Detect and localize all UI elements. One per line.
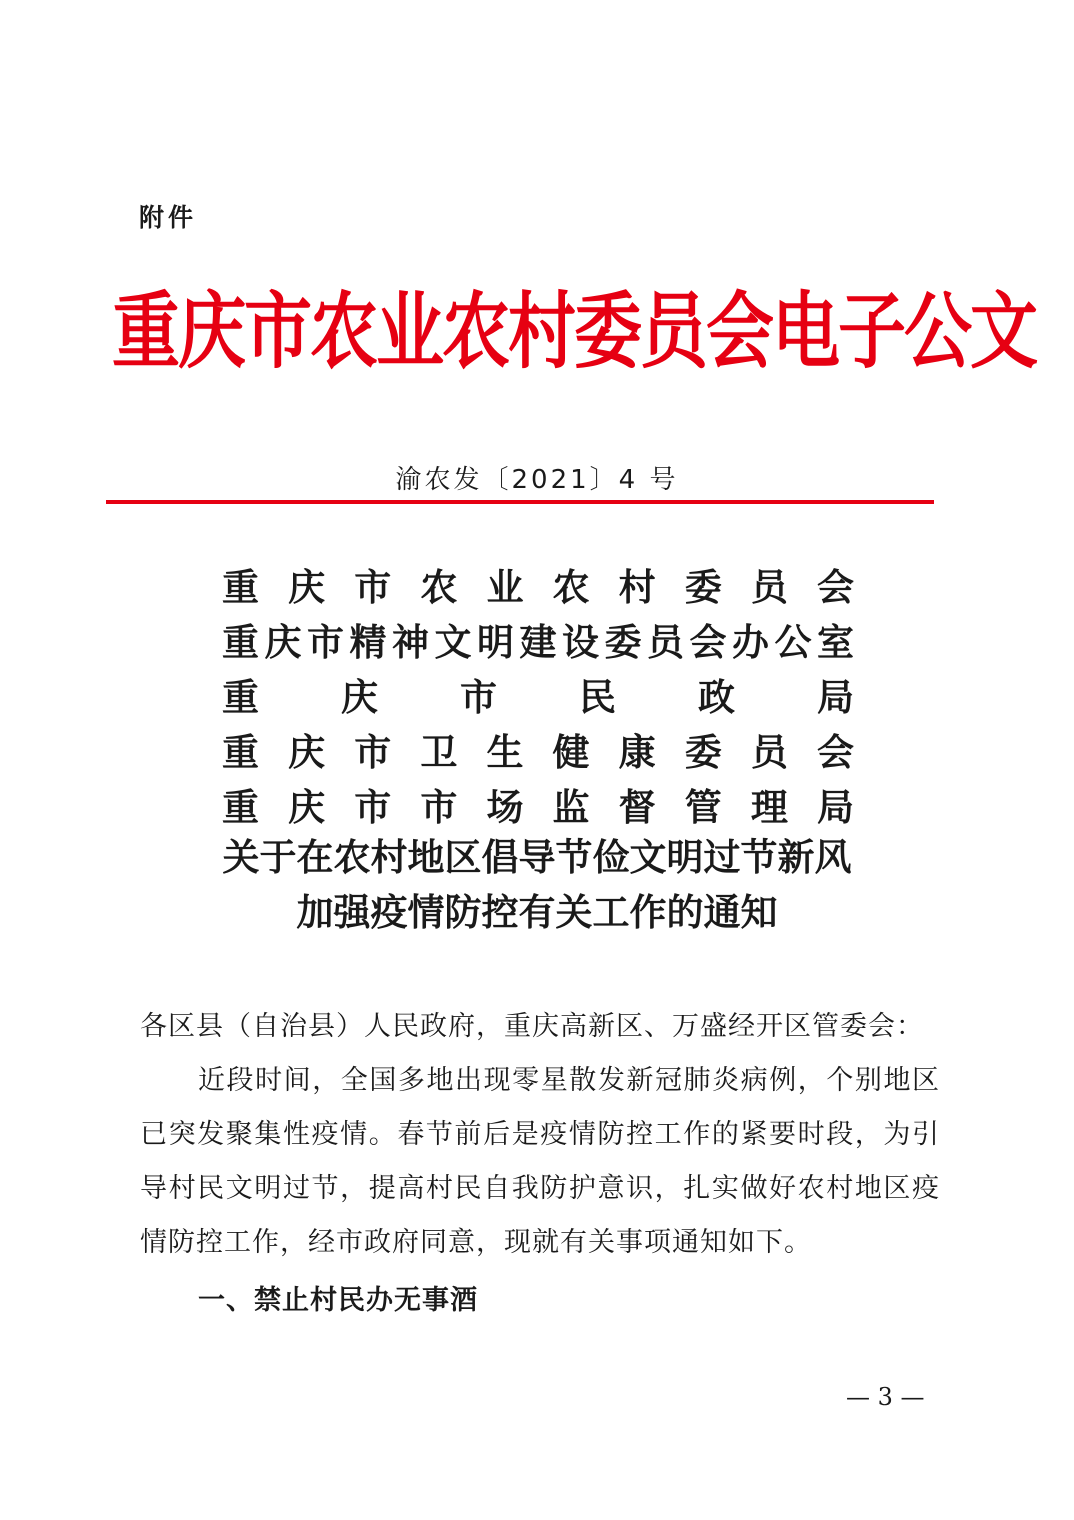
document-number: 渝农发〔2021〕4 号 xyxy=(395,465,679,495)
intro-paragraph xyxy=(140,1054,940,1270)
issuer-char: 建 xyxy=(519,621,557,664)
issuer-char: 员 xyxy=(750,731,788,774)
issuer-char: 重 xyxy=(222,621,259,664)
notice-title xyxy=(0,830,1074,940)
issuer-char: 重 xyxy=(222,676,259,719)
issuer-char: 委 xyxy=(684,731,722,774)
issuer-char: 市 xyxy=(354,566,392,609)
issuer-char: 局 xyxy=(817,676,854,719)
issuer-line xyxy=(222,725,854,780)
issuer-char: 精 xyxy=(349,621,387,664)
issuer-line xyxy=(222,560,854,615)
issuer-char: 设 xyxy=(562,621,599,664)
paragraph-line: 导村民文明过节，提高村民自我防护意识，扎实做好农村地区疫 xyxy=(140,1173,940,1204)
issuer-char: 康 xyxy=(618,731,656,774)
issuer-text xyxy=(222,725,854,780)
red-divider-line xyxy=(106,500,934,504)
issuer-char: 农 xyxy=(420,566,458,609)
issuer-char: 公 xyxy=(774,621,812,664)
issuer-char: 生 xyxy=(486,731,524,774)
issuer-line xyxy=(222,780,854,835)
issuer-char: 业 xyxy=(486,566,524,609)
salutation: 各区县（自治县）人民政府，重庆高新区、万盛经开区管委会： xyxy=(140,1011,924,1042)
issuer-char: 村 xyxy=(618,566,656,609)
issuer-char: 员 xyxy=(647,621,684,664)
paragraph-line: 情防控工作，经市政府同意，现就有关事项通知如下。 xyxy=(140,1227,812,1258)
issuer-char: 庆 xyxy=(288,566,326,609)
issuing-agencies xyxy=(222,560,854,835)
notice-body xyxy=(140,1000,940,1328)
issuer-char: 会 xyxy=(816,731,854,774)
issuer-char: 场 xyxy=(486,786,524,829)
masthead-title: 重庆市农业农村委员会电子公文 xyxy=(112,284,1037,381)
issuer-char: 市 xyxy=(420,786,458,829)
issuer-char: 重 xyxy=(222,786,259,829)
issuer-char: 委 xyxy=(684,566,722,609)
issuer-char: 会 xyxy=(816,566,854,609)
issuer-char: 庆 xyxy=(264,621,302,664)
title-line: 加强疫情防控有关工作的通知 xyxy=(296,891,778,934)
issuer-char: 室 xyxy=(817,621,854,664)
issuer-char: 文 xyxy=(434,621,472,664)
issuer-char: 局 xyxy=(816,786,854,829)
title-line: 关于在农村地区倡导节俭文明过节新风 xyxy=(222,836,852,879)
issuer-char: 市 xyxy=(307,621,344,664)
issuer-char: 政 xyxy=(698,676,735,719)
issuer-char: 民 xyxy=(579,676,616,719)
issuer-line xyxy=(222,615,854,670)
issuer-char: 督 xyxy=(618,786,656,829)
issuer-text xyxy=(222,780,854,835)
issuer-char: 理 xyxy=(750,786,788,829)
paragraph-line: 已突发聚集性疫情。春节前后是疫情防控工作的紧要时段，为引 xyxy=(140,1119,940,1150)
issuer-char: 监 xyxy=(552,786,590,829)
issuer-text xyxy=(222,670,854,725)
issuer-char: 市 xyxy=(460,676,497,719)
issuer-char: 市 xyxy=(354,731,392,774)
issuer-char: 市 xyxy=(354,786,392,829)
issuer-char: 庆 xyxy=(288,786,326,829)
issuer-text xyxy=(222,615,854,670)
issuer-char: 健 xyxy=(552,731,590,774)
issuer-char: 办 xyxy=(732,621,769,664)
issuer-char: 会 xyxy=(689,621,727,664)
issuer-char: 神 xyxy=(392,621,429,664)
section-heading: 一、禁止村民办无事酒 xyxy=(198,1285,478,1316)
issuer-char: 管 xyxy=(684,786,722,829)
issuer-line xyxy=(222,670,854,725)
attachment-label: 附件 xyxy=(139,203,198,232)
issuer-char: 明 xyxy=(477,621,514,664)
issuer-text xyxy=(222,560,854,615)
issuer-char: 重 xyxy=(222,731,259,774)
issuer-char: 庆 xyxy=(288,731,326,774)
issuer-char: 重 xyxy=(222,566,259,609)
page-number: — 3 — xyxy=(846,1383,925,1411)
issuer-char: 卫 xyxy=(420,731,458,774)
issuer-char: 农 xyxy=(552,566,590,609)
issuer-char: 委 xyxy=(604,621,642,664)
paragraph-line: 近段时间，全国多地出现零星散发新冠肺炎病例，个别地区 xyxy=(198,1065,940,1096)
issuer-char: 员 xyxy=(750,566,788,609)
issuer-char: 庆 xyxy=(341,676,378,719)
